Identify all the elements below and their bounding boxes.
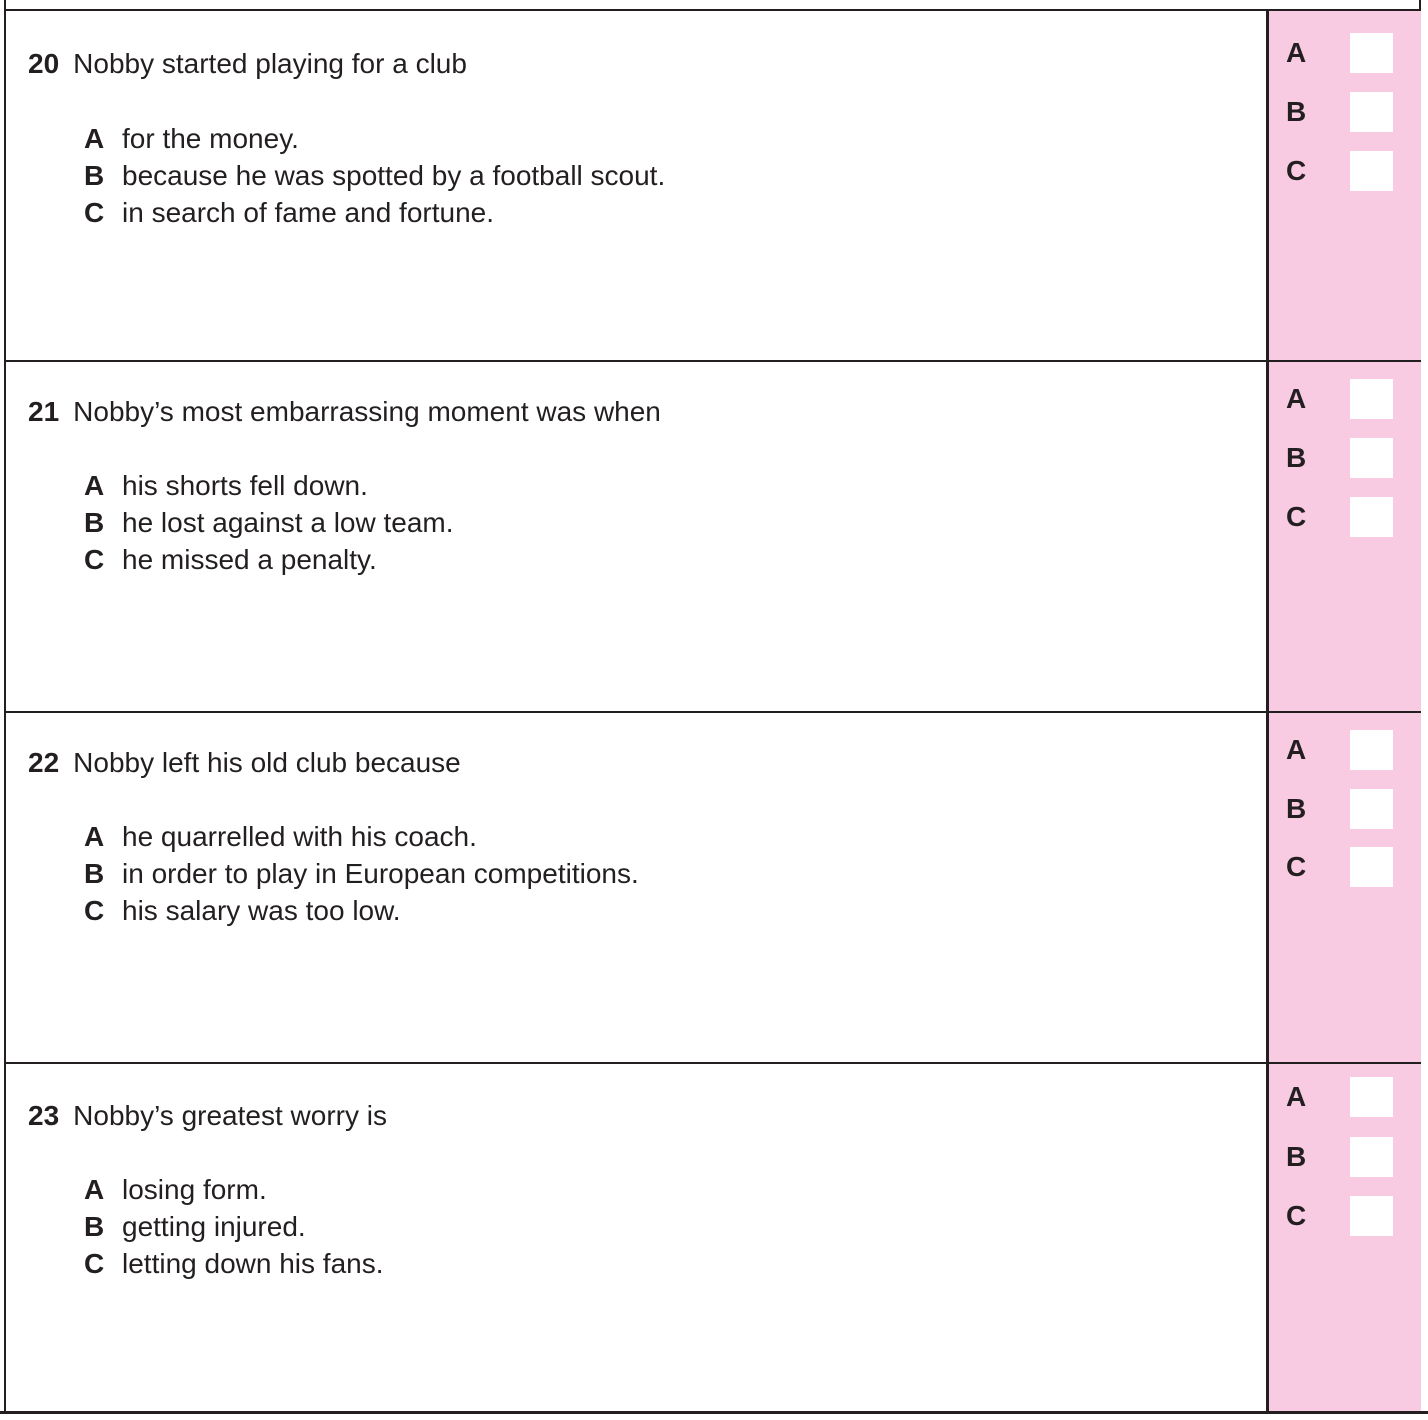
question-text: Nobby started playing for a club	[73, 48, 467, 79]
option-c	[84, 1245, 384, 1282]
option-letter: C	[84, 1248, 105, 1279]
answer-row-b	[1283, 92, 1413, 132]
option-a	[84, 467, 454, 504]
answer-row-a	[1283, 33, 1413, 73]
option-c	[84, 194, 665, 231]
answer-column	[1266, 11, 1421, 360]
question-22	[4, 713, 1421, 1064]
answer-letter: B	[1286, 793, 1307, 824]
question-body	[6, 713, 1266, 1062]
answer-letter: B	[1286, 96, 1307, 127]
answer-letter: B	[1286, 442, 1307, 473]
option-list	[84, 818, 639, 929]
option-text: getting injured.	[122, 1211, 306, 1242]
question-stem	[28, 746, 461, 780]
question-body	[6, 11, 1266, 360]
answer-box-23-b[interactable]	[1350, 1137, 1393, 1177]
question-20	[4, 11, 1421, 362]
option-b	[84, 1208, 384, 1245]
option-letter: C	[84, 895, 105, 926]
answer-box-21-b[interactable]	[1350, 438, 1393, 478]
answer-box-20-c[interactable]	[1350, 151, 1393, 191]
answer-column	[1266, 1064, 1421, 1413]
option-text: in search of fame and fortune.	[122, 197, 494, 228]
option-a	[84, 120, 665, 157]
option-text: because he was spotted by a football scout.	[122, 160, 666, 191]
question-21	[4, 362, 1421, 713]
option-letter: A	[84, 1174, 105, 1205]
answer-letter: A	[1286, 1081, 1307, 1112]
previous-section-edge	[4, 0, 1421, 11]
answer-row-a	[1283, 1077, 1413, 1117]
question-23	[4, 1064, 1421, 1413]
option-letter: A	[84, 821, 105, 852]
question-number: 20	[28, 48, 60, 79]
answer-letter: C	[1286, 155, 1307, 186]
question-stem	[28, 1099, 387, 1133]
option-text: his salary was too low.	[122, 895, 401, 926]
question-sheet	[4, 0, 1424, 1420]
option-list	[84, 467, 454, 578]
answer-letter: A	[1286, 734, 1307, 765]
answer-row-c	[1283, 151, 1413, 191]
option-text: he missed a penalty.	[122, 544, 377, 575]
option-text: he lost against a low team.	[122, 507, 454, 538]
option-text: he quarrelled with his coach.	[122, 821, 477, 852]
question-number: 22	[28, 747, 60, 778]
answer-box-20-b[interactable]	[1350, 92, 1393, 132]
question-text: Nobby left his old club because	[73, 747, 461, 778]
answer-letter: C	[1286, 1200, 1307, 1231]
answer-row-a	[1283, 730, 1413, 770]
option-list	[84, 120, 665, 231]
answer-box-22-c[interactable]	[1350, 847, 1393, 887]
option-list	[84, 1171, 384, 1282]
answer-column	[1266, 362, 1421, 711]
question-stem	[28, 395, 661, 429]
answer-row-b	[1283, 789, 1413, 829]
option-letter: B	[84, 160, 105, 191]
option-a	[84, 818, 639, 855]
answer-column	[1266, 713, 1421, 1062]
option-b	[84, 504, 454, 541]
answer-letter: C	[1286, 501, 1307, 532]
answer-row-a	[1283, 379, 1413, 419]
option-b	[84, 855, 639, 892]
question-text: Nobby’s most embarrassing moment was when	[73, 396, 661, 427]
option-a	[84, 1171, 384, 1208]
option-letter: A	[84, 123, 105, 154]
page-bottom-rule	[0, 1411, 1428, 1414]
answer-letter: B	[1286, 1141, 1307, 1172]
answer-row-b	[1283, 1137, 1413, 1177]
option-letter: B	[84, 858, 105, 889]
option-b	[84, 157, 665, 194]
answer-box-22-b[interactable]	[1350, 789, 1393, 829]
question-number: 21	[28, 396, 60, 427]
answer-box-22-a[interactable]	[1350, 730, 1393, 770]
answer-row-c	[1283, 1196, 1413, 1236]
question-body	[6, 362, 1266, 711]
option-text: losing form.	[122, 1174, 267, 1205]
question-stem	[28, 47, 467, 81]
option-text: for the money.	[122, 123, 299, 154]
question-body	[6, 1064, 1266, 1413]
answer-row-b	[1283, 438, 1413, 478]
answer-letter: C	[1286, 851, 1307, 882]
question-text: Nobby’s greatest worry is	[73, 1100, 387, 1131]
option-letter: C	[84, 197, 105, 228]
answer-row-c	[1283, 847, 1413, 887]
option-letter: A	[84, 470, 105, 501]
option-letter: B	[84, 507, 105, 538]
answer-box-21-c[interactable]	[1350, 497, 1393, 537]
option-c	[84, 541, 454, 578]
option-text: his shorts fell down.	[122, 470, 368, 501]
question-number: 23	[28, 1100, 60, 1131]
answer-box-23-a[interactable]	[1350, 1077, 1393, 1117]
answer-box-21-a[interactable]	[1350, 379, 1393, 419]
option-text: letting down his fans.	[122, 1248, 384, 1279]
answer-box-23-c[interactable]	[1350, 1196, 1393, 1236]
option-letter: C	[84, 544, 105, 575]
answer-box-20-a[interactable]	[1350, 33, 1393, 73]
option-letter: B	[84, 1211, 105, 1242]
answer-letter: A	[1286, 37, 1307, 68]
option-text: in order to play in European competitions.	[122, 858, 639, 889]
answer-letter: A	[1286, 383, 1307, 414]
option-c	[84, 892, 639, 929]
answer-row-c	[1283, 497, 1413, 537]
